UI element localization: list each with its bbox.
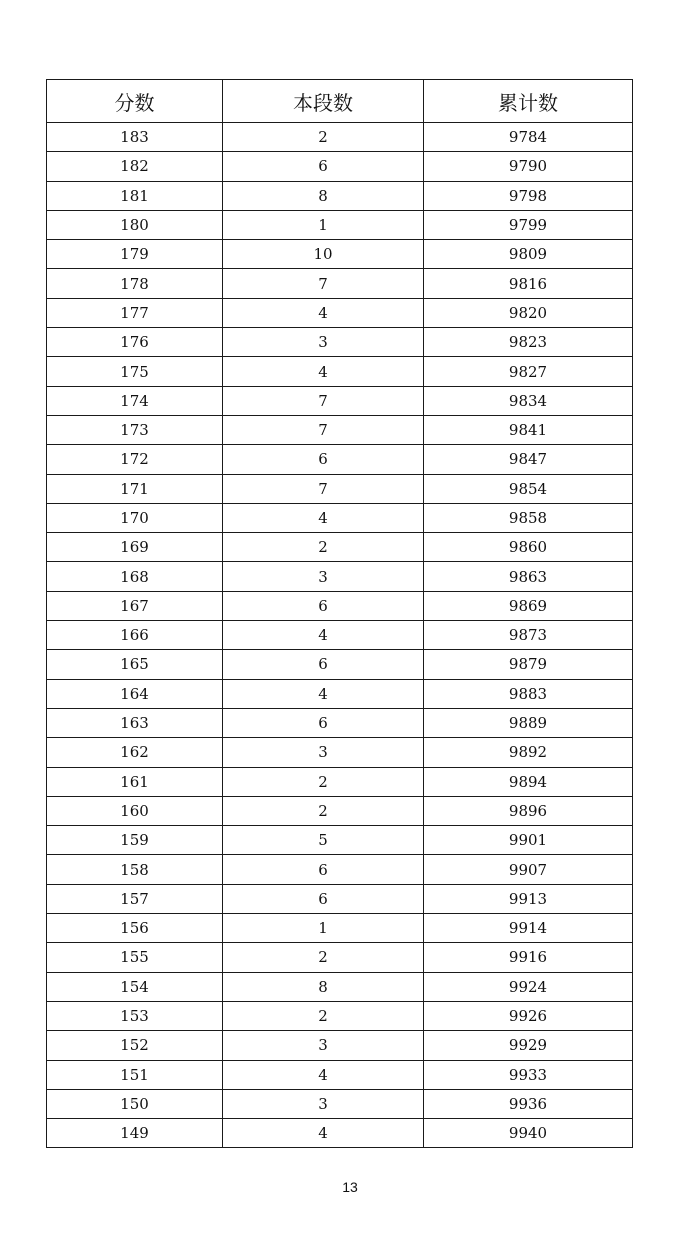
cell-segment-count: 1 (223, 210, 424, 239)
cell-segment-count: 3 (223, 1031, 424, 1060)
cell-segment-count: 7 (223, 474, 424, 503)
cell-cumulative-count: 9799 (424, 210, 633, 239)
cell-score: 153 (47, 1001, 223, 1030)
cell-segment-count: 6 (223, 650, 424, 679)
cell-segment-count: 4 (223, 621, 424, 650)
cell-segment-count: 10 (223, 240, 424, 269)
table-row (47, 591, 633, 620)
cell-segment-count: 4 (223, 1060, 424, 1089)
cell-segment-count: 6 (223, 855, 424, 884)
cell-cumulative-count: 9820 (424, 298, 633, 327)
table-row (47, 123, 633, 152)
cell-cumulative-count: 9858 (424, 503, 633, 532)
table-row (47, 474, 633, 503)
table-row (47, 826, 633, 855)
table-row (47, 152, 633, 181)
cell-cumulative-count: 9873 (424, 621, 633, 650)
cell-segment-count: 6 (223, 591, 424, 620)
cell-segment-count: 3 (223, 738, 424, 767)
cell-segment-count: 6 (223, 708, 424, 737)
cell-cumulative-count: 9916 (424, 943, 633, 972)
cell-cumulative-count: 9892 (424, 738, 633, 767)
table-row (47, 386, 633, 415)
cell-segment-count: 3 (223, 328, 424, 357)
table-row (47, 357, 633, 386)
cell-cumulative-count: 9914 (424, 914, 633, 943)
cell-cumulative-count: 9798 (424, 181, 633, 210)
table-header-row (47, 80, 633, 123)
cell-score: 181 (47, 181, 223, 210)
cell-cumulative-count: 9860 (424, 533, 633, 562)
table-row (47, 210, 633, 239)
cell-segment-count: 4 (223, 503, 424, 532)
table-row (47, 181, 633, 210)
cell-cumulative-count: 9784 (424, 123, 633, 152)
cell-segment-count: 2 (223, 533, 424, 562)
cell-score: 162 (47, 738, 223, 767)
cell-segment-count: 6 (223, 884, 424, 913)
cell-score: 175 (47, 357, 223, 386)
cell-cumulative-count: 9841 (424, 415, 633, 444)
cell-score: 160 (47, 796, 223, 825)
table-row (47, 943, 633, 972)
cell-cumulative-count: 9896 (424, 796, 633, 825)
cell-cumulative-count: 9940 (424, 1119, 633, 1148)
cell-cumulative-count: 9869 (424, 591, 633, 620)
cell-cumulative-count: 9823 (424, 328, 633, 357)
cell-cumulative-count: 9889 (424, 708, 633, 737)
cell-score: 180 (47, 210, 223, 239)
cell-segment-count: 5 (223, 826, 424, 855)
cell-score: 170 (47, 503, 223, 532)
cell-score: 182 (47, 152, 223, 181)
cell-segment-count: 2 (223, 1001, 424, 1030)
cell-score: 168 (47, 562, 223, 591)
cell-segment-count: 2 (223, 943, 424, 972)
table-row (47, 1089, 633, 1118)
cell-score: 164 (47, 679, 223, 708)
cell-cumulative-count: 9816 (424, 269, 633, 298)
cell-segment-count: 3 (223, 562, 424, 591)
cell-segment-count: 2 (223, 796, 424, 825)
table-body (47, 123, 633, 1148)
cell-cumulative-count: 9834 (424, 386, 633, 415)
cell-score: 163 (47, 708, 223, 737)
table-row (47, 298, 633, 327)
cell-segment-count: 1 (223, 914, 424, 943)
cell-cumulative-count: 9827 (424, 357, 633, 386)
cell-score: 172 (47, 445, 223, 474)
score-distribution-table (46, 79, 633, 1148)
cell-cumulative-count: 9933 (424, 1060, 633, 1089)
cell-segment-count: 4 (223, 1119, 424, 1148)
cell-cumulative-count: 9929 (424, 1031, 633, 1060)
cell-score: 177 (47, 298, 223, 327)
table-row (47, 884, 633, 913)
cell-cumulative-count: 9809 (424, 240, 633, 269)
table-row (47, 562, 633, 591)
table-row (47, 738, 633, 767)
cell-score: 169 (47, 533, 223, 562)
cell-score: 178 (47, 269, 223, 298)
cell-score: 156 (47, 914, 223, 943)
table-row (47, 914, 633, 943)
table-row (47, 240, 633, 269)
cell-score: 165 (47, 650, 223, 679)
cell-cumulative-count: 9879 (424, 650, 633, 679)
cell-score: 150 (47, 1089, 223, 1118)
cell-cumulative-count: 9847 (424, 445, 633, 474)
table-row (47, 415, 633, 444)
cell-segment-count: 2 (223, 767, 424, 796)
table-row (47, 767, 633, 796)
cell-score: 155 (47, 943, 223, 972)
cell-segment-count: 7 (223, 386, 424, 415)
cell-score: 151 (47, 1060, 223, 1089)
cell-cumulative-count: 9913 (424, 884, 633, 913)
cell-cumulative-count: 9854 (424, 474, 633, 503)
table-row (47, 708, 633, 737)
cell-cumulative-count: 9883 (424, 679, 633, 708)
cell-score: 171 (47, 474, 223, 503)
table-row (47, 328, 633, 357)
cell-score: 152 (47, 1031, 223, 1060)
cell-segment-count: 2 (223, 123, 424, 152)
table-row (47, 503, 633, 532)
table-row (47, 650, 633, 679)
cell-score: 183 (47, 123, 223, 152)
cell-segment-count: 6 (223, 152, 424, 181)
header-cumulative-count: 累计数 (424, 80, 633, 123)
cell-score: 167 (47, 591, 223, 620)
cell-segment-count: 8 (223, 181, 424, 210)
cell-cumulative-count: 9907 (424, 855, 633, 884)
cell-segment-count: 7 (223, 415, 424, 444)
table-row (47, 269, 633, 298)
cell-segment-count: 6 (223, 445, 424, 474)
cell-score: 176 (47, 328, 223, 357)
cell-score: 154 (47, 972, 223, 1001)
cell-segment-count: 4 (223, 357, 424, 386)
cell-cumulative-count: 9894 (424, 767, 633, 796)
cell-cumulative-count: 9936 (424, 1089, 633, 1118)
cell-score: 166 (47, 621, 223, 650)
cell-score: 174 (47, 386, 223, 415)
table-row (47, 621, 633, 650)
cell-score: 179 (47, 240, 223, 269)
cell-score: 161 (47, 767, 223, 796)
table-row (47, 972, 633, 1001)
cell-segment-count: 4 (223, 298, 424, 327)
cell-score: 159 (47, 826, 223, 855)
table-row (47, 445, 633, 474)
cell-cumulative-count: 9924 (424, 972, 633, 1001)
table-row (47, 1119, 633, 1148)
header-segment-count: 本段数 (223, 80, 424, 123)
table-row (47, 796, 633, 825)
cell-score: 158 (47, 855, 223, 884)
page-number: 13 (342, 1179, 358, 1195)
header-score: 分数 (47, 80, 223, 123)
table-row (47, 855, 633, 884)
table-row (47, 1060, 633, 1089)
table-row (47, 533, 633, 562)
cell-segment-count: 4 (223, 679, 424, 708)
table-row (47, 1001, 633, 1030)
cell-score: 149 (47, 1119, 223, 1148)
cell-segment-count: 3 (223, 1089, 424, 1118)
cell-segment-count: 7 (223, 269, 424, 298)
cell-cumulative-count: 9926 (424, 1001, 633, 1030)
cell-segment-count: 8 (223, 972, 424, 1001)
cell-score: 173 (47, 415, 223, 444)
cell-score: 157 (47, 884, 223, 913)
table-row (47, 679, 633, 708)
cell-cumulative-count: 9790 (424, 152, 633, 181)
cell-cumulative-count: 9863 (424, 562, 633, 591)
table-row (47, 1031, 633, 1060)
cell-cumulative-count: 9901 (424, 826, 633, 855)
